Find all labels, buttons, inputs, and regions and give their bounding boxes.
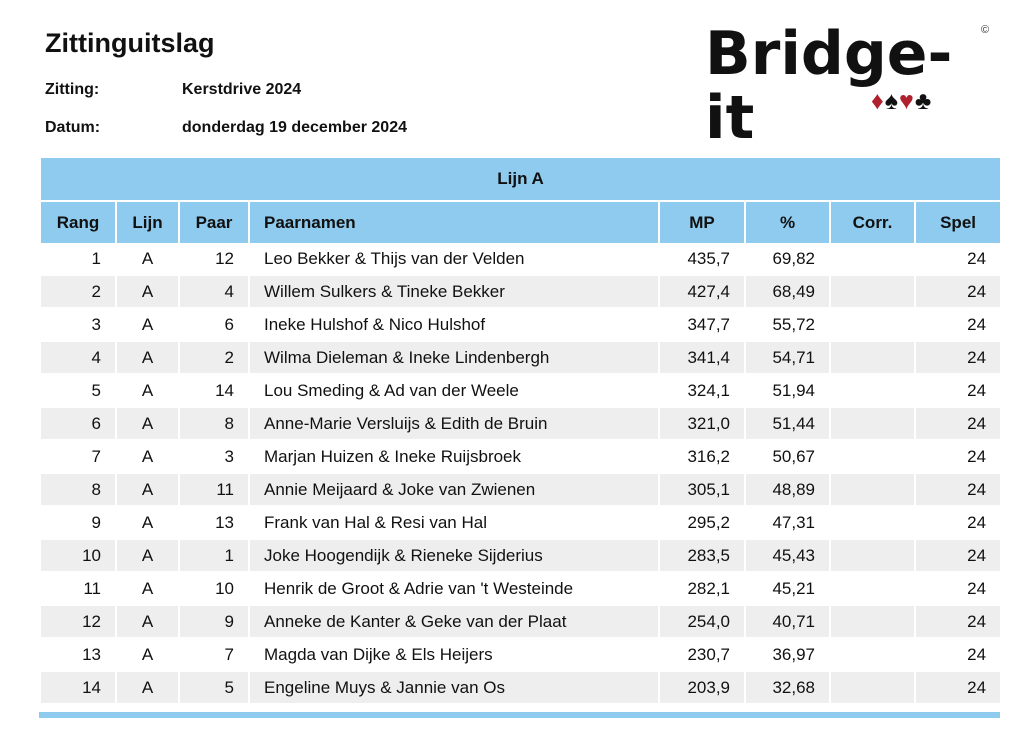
cell-mp: 283,5	[659, 539, 745, 572]
cell-pct: 45,21	[745, 572, 830, 605]
session-label: Zitting:	[45, 81, 100, 98]
cell-paar: 6	[179, 308, 249, 341]
table-row	[40, 407, 1001, 440]
cell-rang: 13	[40, 638, 116, 671]
date-label: Datum:	[45, 119, 101, 136]
cell-spel: 24	[915, 308, 1001, 341]
cell-paarnamen: Henrik de Groot & Adrie van 't Westeinde	[249, 572, 659, 605]
cell-mp: 295,2	[659, 506, 745, 539]
cell-paar: 4	[179, 275, 249, 308]
cell-lijn: A	[116, 506, 179, 539]
cell-paarnamen: Annie Meijaard & Joke van Zwienen	[249, 473, 659, 506]
cell-rang: 3	[40, 308, 116, 341]
cell-pct: 54,71	[745, 341, 830, 374]
cell-pct: 45,43	[745, 539, 830, 572]
cell-paarnamen: Leo Bekker & Thijs van der Velden	[249, 243, 659, 275]
cell-lijn: A	[116, 308, 179, 341]
cell-paarnamen: Magda van Dijke & Els Heijers	[249, 638, 659, 671]
cell-corr	[830, 275, 915, 308]
table-bottom-bar	[39, 712, 1000, 718]
cell-paarnamen: Anneke de Kanter & Geke van der Plaat	[249, 605, 659, 638]
cell-rang: 8	[40, 473, 116, 506]
cell-pct: 51,94	[745, 374, 830, 407]
cell-mp: 435,7	[659, 243, 745, 275]
table-row	[40, 638, 1001, 671]
logo-text: Bridge-it	[705, 19, 953, 153]
cell-mp: 427,4	[659, 275, 745, 308]
cell-rang: 11	[40, 572, 116, 605]
cell-spel: 24	[915, 440, 1001, 473]
cell-corr	[830, 539, 915, 572]
cell-mp: 305,1	[659, 473, 745, 506]
cell-corr	[830, 341, 915, 374]
cell-corr	[830, 243, 915, 275]
cell-corr	[830, 671, 915, 704]
cell-lijn: A	[116, 572, 179, 605]
column-header-rang: Rang	[40, 201, 116, 243]
bridge-it-logo	[705, 19, 995, 153]
cell-pct: 36,97	[745, 638, 830, 671]
cell-paar: 10	[179, 572, 249, 605]
cell-rang: 10	[40, 539, 116, 572]
table-row	[40, 506, 1001, 539]
heart-icon: ♥	[899, 87, 915, 115]
column-header-row	[40, 201, 1001, 243]
copyright-icon: ©	[981, 24, 990, 36]
cell-lijn: A	[116, 440, 179, 473]
table-row	[40, 605, 1001, 638]
cell-paar: 11	[179, 473, 249, 506]
cell-corr	[830, 374, 915, 407]
cell-mp: 347,7	[659, 308, 745, 341]
cell-paar: 8	[179, 407, 249, 440]
card-suits	[871, 86, 932, 116]
results-table	[39, 158, 1002, 705]
table-row	[40, 275, 1001, 308]
spade-icon: ♠	[884, 87, 900, 115]
cell-pct: 51,44	[745, 407, 830, 440]
table-row	[40, 671, 1001, 704]
cell-pct: 69,82	[745, 243, 830, 275]
cell-lijn: A	[116, 638, 179, 671]
cell-paar: 14	[179, 374, 249, 407]
cell-lijn: A	[116, 275, 179, 308]
cell-rang: 1	[40, 243, 116, 275]
cell-mp: 230,7	[659, 638, 745, 671]
cell-paarnamen: Ineke Hulshof & Nico Hulshof	[249, 308, 659, 341]
session-value: Kerstdrive 2024	[182, 81, 302, 98]
cell-spel: 24	[915, 506, 1001, 539]
table-row	[40, 473, 1001, 506]
cell-paar: 9	[179, 605, 249, 638]
column-header-pct: %	[745, 201, 830, 243]
cell-corr	[830, 506, 915, 539]
cell-mp: 341,4	[659, 341, 745, 374]
cell-rang: 2	[40, 275, 116, 308]
cell-rang: 6	[40, 407, 116, 440]
page-title: Zittinguitslag	[45, 28, 215, 58]
cell-paar: 7	[179, 638, 249, 671]
cell-mp: 316,2	[659, 440, 745, 473]
cell-mp: 203,9	[659, 671, 745, 704]
cell-lijn: A	[116, 671, 179, 704]
column-header-lijn: Lijn	[116, 201, 179, 243]
table-row	[40, 572, 1001, 605]
cell-spel: 24	[915, 539, 1001, 572]
cell-rang: 5	[40, 374, 116, 407]
cell-pct: 48,89	[745, 473, 830, 506]
cell-corr	[830, 473, 915, 506]
cell-paar: 3	[179, 440, 249, 473]
cell-paarnamen: Lou Smeding & Ad van der Weele	[249, 374, 659, 407]
cell-corr	[830, 572, 915, 605]
cell-paarnamen: Marjan Huizen & Ineke Ruijsbroek	[249, 440, 659, 473]
column-header-spel: Spel	[915, 201, 1001, 243]
cell-rang: 9	[40, 506, 116, 539]
cell-lijn: A	[116, 374, 179, 407]
date-value: donderdag 19 december 2024	[182, 119, 407, 136]
cell-spel: 24	[915, 638, 1001, 671]
cell-spel: 24	[915, 605, 1001, 638]
cell-spel: 24	[915, 243, 1001, 275]
column-header-paarnamen: Paarnamen	[249, 201, 659, 243]
column-header-mp: MP	[659, 201, 745, 243]
cell-lijn: A	[116, 243, 179, 275]
cell-paar: 5	[179, 671, 249, 704]
cell-pct: 32,68	[745, 671, 830, 704]
column-header-corr: Corr.	[830, 201, 915, 243]
cell-rang: 12	[40, 605, 116, 638]
table-row	[40, 539, 1001, 572]
column-header-paar: Paar	[179, 201, 249, 243]
cell-lijn: A	[116, 605, 179, 638]
cell-paarnamen: Engeline Muys & Jannie van Os	[249, 671, 659, 704]
cell-lijn: A	[116, 473, 179, 506]
table-row	[40, 308, 1001, 341]
cell-spel: 24	[915, 671, 1001, 704]
cell-lijn: A	[116, 407, 179, 440]
table-row	[40, 341, 1001, 374]
cell-pct: 68,49	[745, 275, 830, 308]
cell-rang: 7	[40, 440, 116, 473]
cell-spel: 24	[915, 275, 1001, 308]
cell-paar: 1	[179, 539, 249, 572]
table-row	[40, 440, 1001, 473]
cell-paarnamen: Joke Hoogendijk & Rieneke Sijderius	[249, 539, 659, 572]
cell-paar: 13	[179, 506, 249, 539]
cell-mp: 254,0	[659, 605, 745, 638]
cell-spel: 24	[915, 473, 1001, 506]
cell-corr	[830, 605, 915, 638]
cell-paarnamen: Frank van Hal & Resi van Hal	[249, 506, 659, 539]
cell-corr	[830, 407, 915, 440]
cell-pct: 47,31	[745, 506, 830, 539]
cell-corr	[830, 308, 915, 341]
cell-paar: 12	[179, 243, 249, 275]
cell-rang: 4	[40, 341, 116, 374]
cell-pct: 50,67	[745, 440, 830, 473]
cell-corr	[830, 638, 915, 671]
diamond-icon: ♦	[871, 87, 885, 115]
cell-spel: 24	[915, 572, 1001, 605]
cell-lijn: A	[116, 341, 179, 374]
cell-mp: 321,0	[659, 407, 745, 440]
cell-paarnamen: Anne-Marie Versluijs & Edith de Bruin	[249, 407, 659, 440]
club-icon: ♣	[914, 87, 933, 115]
cell-spel: 24	[915, 341, 1001, 374]
cell-pct: 40,71	[745, 605, 830, 638]
cell-mp: 282,1	[659, 572, 745, 605]
cell-corr	[830, 440, 915, 473]
cell-paarnamen: Willem Sulkers & Tineke Bekker	[249, 275, 659, 308]
cell-mp: 324,1	[659, 374, 745, 407]
table-row	[40, 243, 1001, 275]
cell-spel: 24	[915, 407, 1001, 440]
section-header-lijn-a: Lijn A	[40, 158, 1001, 201]
cell-lijn: A	[116, 539, 179, 572]
cell-pct: 55,72	[745, 308, 830, 341]
cell-rang: 14	[40, 671, 116, 704]
cell-paarnamen: Wilma Dieleman & Ineke Lindenbergh	[249, 341, 659, 374]
cell-paar: 2	[179, 341, 249, 374]
table-row	[40, 374, 1001, 407]
cell-spel: 24	[915, 374, 1001, 407]
